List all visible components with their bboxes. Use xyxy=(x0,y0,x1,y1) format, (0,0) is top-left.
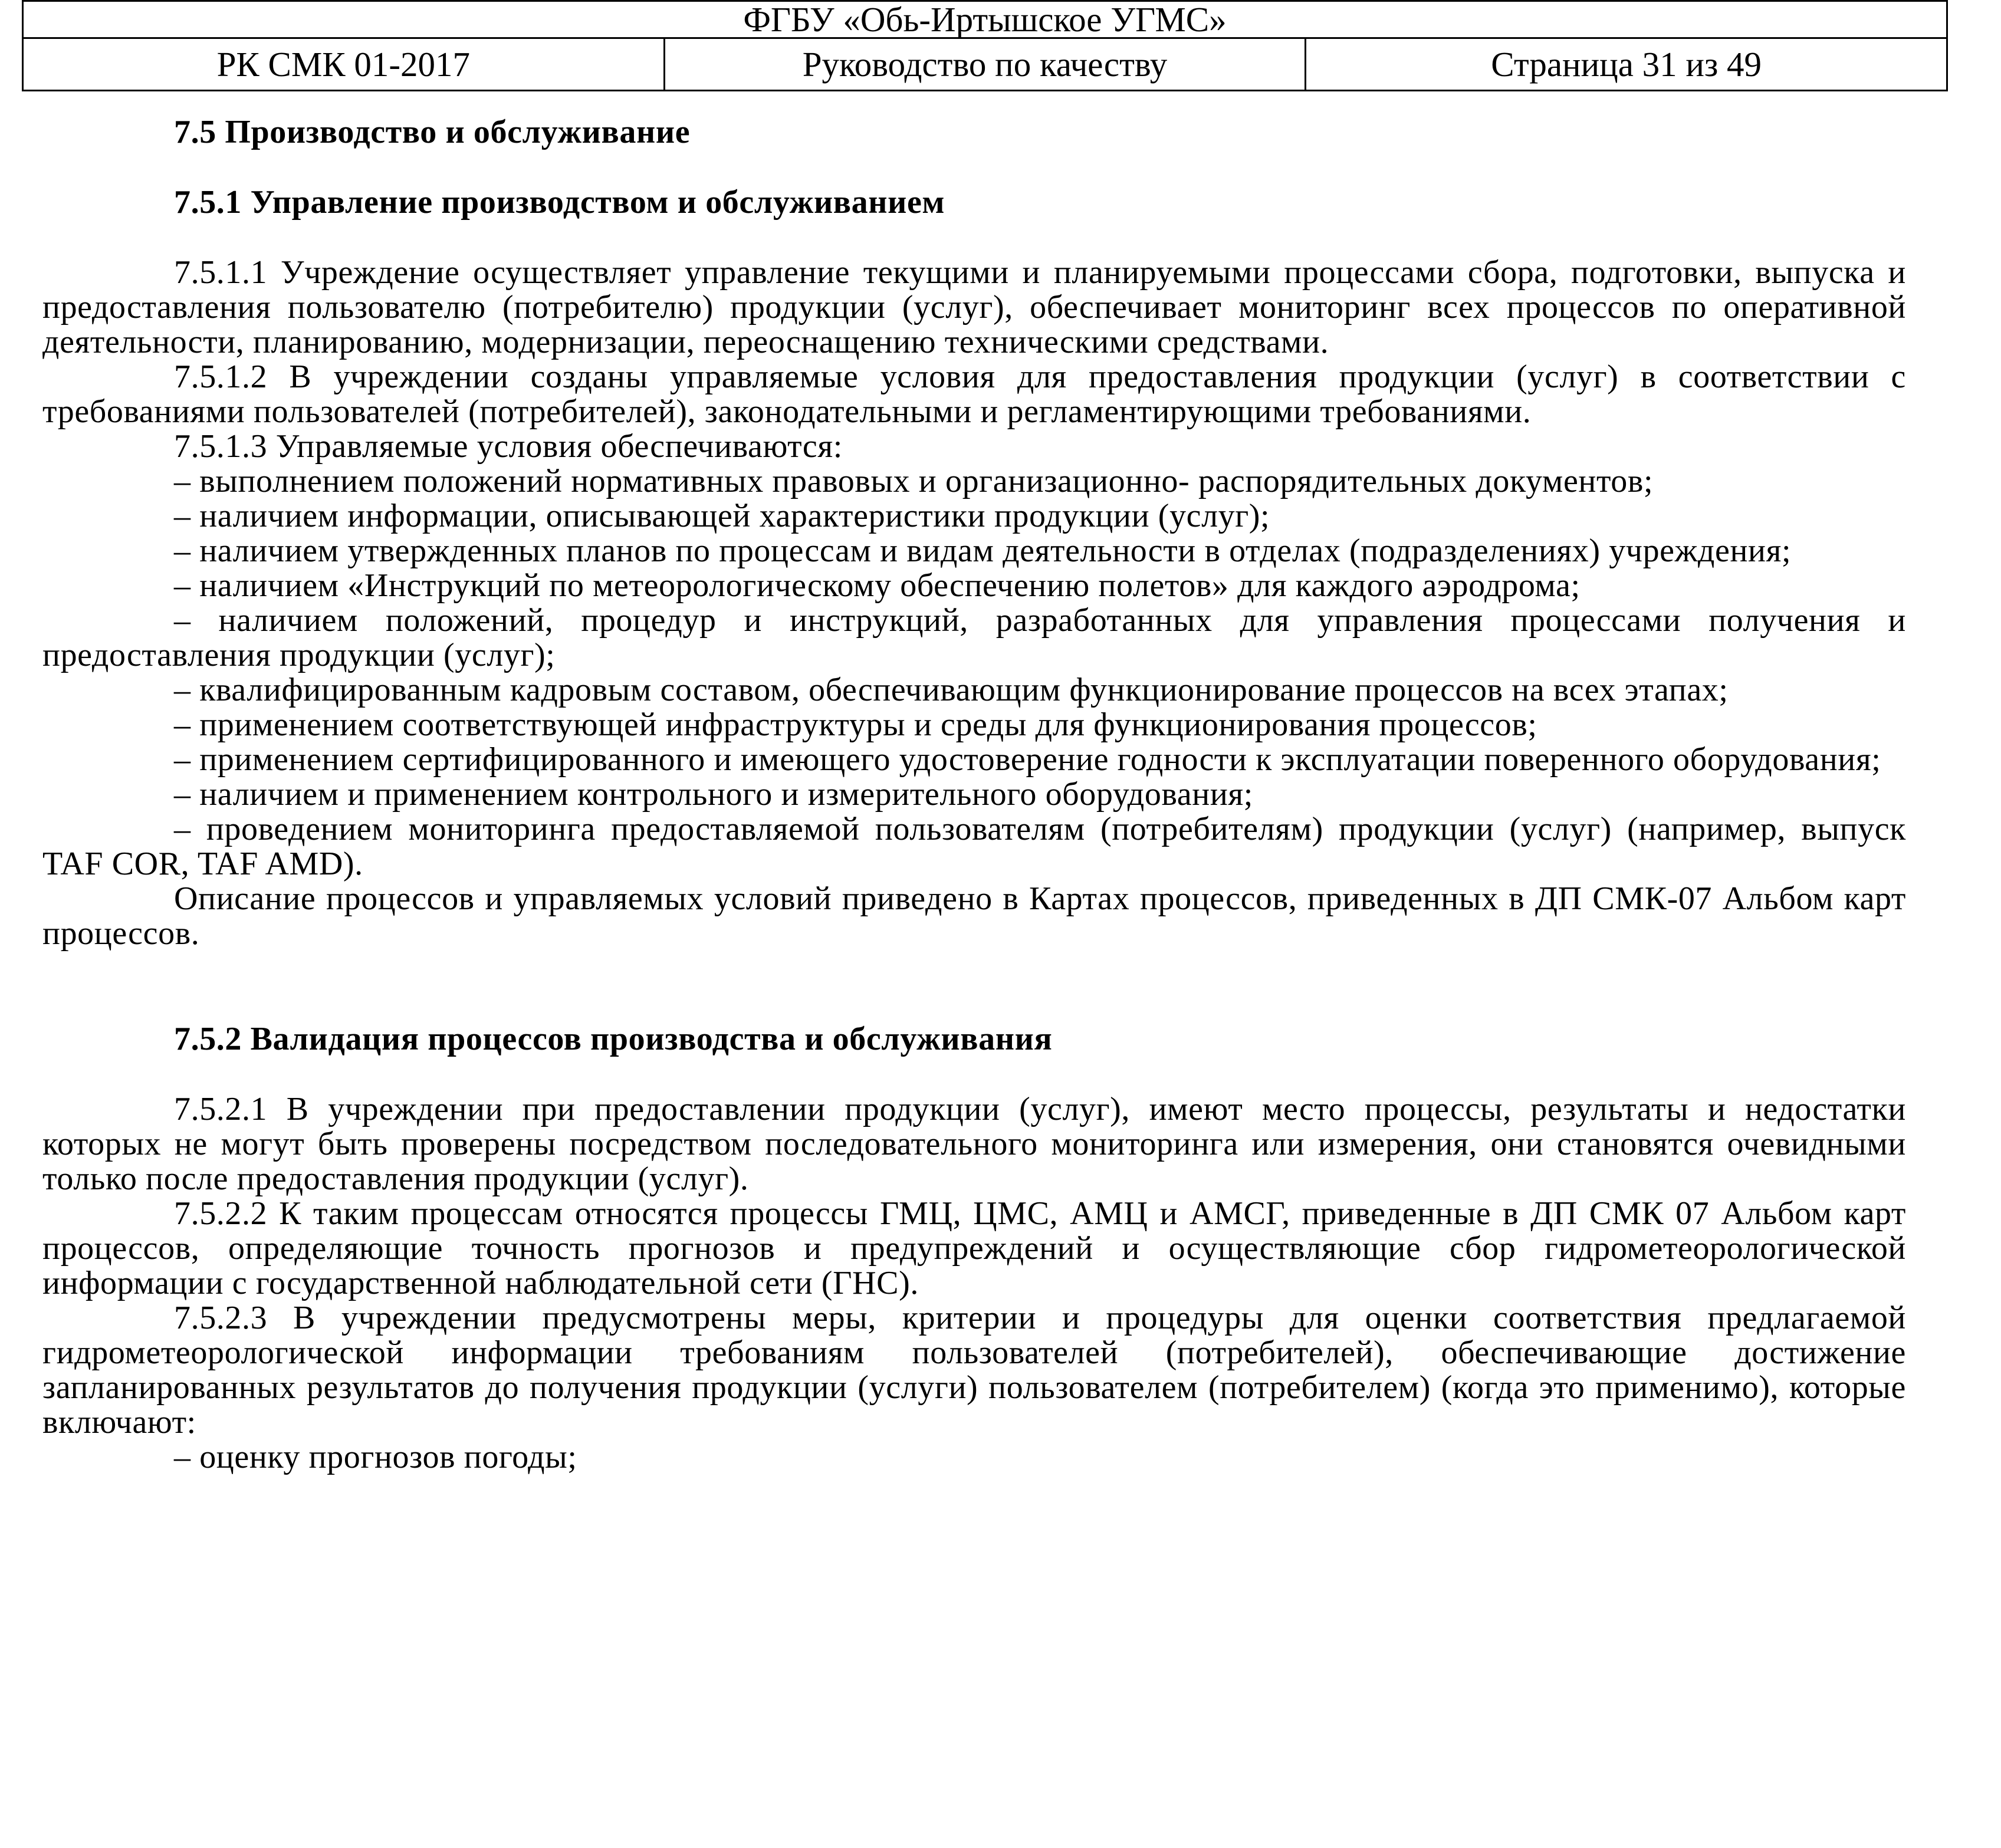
list-item: – применением соответствующей инфраструктуры и среды для функционирования процессов; xyxy=(174,706,1537,743)
document-body xyxy=(42,115,1906,1475)
organization-name: ФГБУ «Обь-Иртышское УГМС» xyxy=(23,1,1947,38)
paragraph-7-5-1-3: 7.5.1.3 Управляемые условия обеспечиваются: xyxy=(174,428,843,465)
list-item: – наличием и применением контрольного и измерительного оборудования; xyxy=(174,776,1253,813)
list-item: – проведением мониторинга предоставляемой пользователям (потребителям) продукции (услуг) (например, выпуск TAF COR, TAF AMD). xyxy=(42,811,1906,882)
section-heading-7-5: 7.5 Производство и обслуживание xyxy=(174,114,691,150)
paragraph-7-5-2-3: 7.5.2.3 В учреждении предусмотрены меры, критерии и процедуры для оценки соответствия предлагаемой гидрометеорологической информации требованиям пользователей (потребителей), обеспечивающие достижение запланированных результатов до получения продукции (услуги) пользователем (потребителем) (когда это применимо), которые включают: xyxy=(42,1300,1906,1441)
section-heading-7-5-2: 7.5.2 Валидация процессов производства и обслуживания xyxy=(174,1021,1053,1057)
list-item: – квалифицированным кадровым составом, обеспечивающим функционирование процессов на всех этапах; xyxy=(174,672,1729,708)
paragraph-process-description: Описание процессов и управляемых условий приведено в Картах процессов, приведенных в ДП СМК-07 Альбом карт процессов. xyxy=(42,880,1906,952)
paragraph-7-5-1-1: 7.5.1.1 Учреждение осуществляет управление текущими и планируемыми процессами сбора, подготовки, выпуска и предоставления пользователю (потребителю) продукции (услуг), обеспечивает мониторинг всех процессов по оперативной деятельности, планированию, модернизации, переоснащению техническими средствами. xyxy=(42,254,1906,360)
list-item: – выполнением положений нормативных правовых и организационно- распорядительных документов; xyxy=(174,463,1654,499)
list-item: – наличием положений, процедур и инструкций, разработанных для управления процессами получения и предоставления продукции (услуг); xyxy=(42,602,1906,673)
document-title: Руководство по качеству xyxy=(664,38,1306,91)
list-item: – наличием информации, описывающей характеристики продукции (услуг); xyxy=(174,498,1270,534)
paragraph-7-5-2-1: 7.5.2.1 В учреждении при предоставлении продукции (услуг), имеют место процессы, результаты и недостатки которых не могут быть проверены посредством последовательного мониторинга или измерения, они становятся очевидными только после предоставления продукции (услуг). xyxy=(42,1091,1906,1197)
page-number: Страница 31 из 49 xyxy=(1306,38,1947,91)
list-item: – наличием утвержденных планов по процессам и видам деятельности в отделах (подразделениях) учреждения; xyxy=(174,532,1792,569)
list-item: – оценку прогнозов погоды; xyxy=(174,1439,577,1475)
section-heading-7-5-1: 7.5.1 Управление производством и обслуживанием xyxy=(174,184,945,221)
list-item: – применением сертифицированного и имеющего удостоверение годности к эксплуатации поверенного оборудования; xyxy=(174,741,1881,778)
document-code: РК СМК 01-2017 xyxy=(23,38,665,91)
list-item: – наличием «Инструкций по метеорологическому обеспечению полетов» для каждого аэродрома; xyxy=(174,567,1581,604)
document-header-table xyxy=(22,0,1948,91)
paragraph-7-5-1-2: 7.5.1.2 В учреждении созданы управляемые условия для предоставления продукции (услуг) в соответствии с требованиями пользователей (потребителей), законодательными и регламентирующими требованиями. xyxy=(42,359,1906,430)
paragraph-7-5-2-2: 7.5.2.2 К таким процессам относятся процессы ГМЦ, ЦМС, АМЦ и АМСГ, приведенные в ДП СМК 07 Альбом карт процессов, определяющие точность прогнозов и предупреждений и осуществляющие сбор гидрометеорологической информации с государственной наблюдательной сети (ГНС). xyxy=(42,1195,1906,1301)
